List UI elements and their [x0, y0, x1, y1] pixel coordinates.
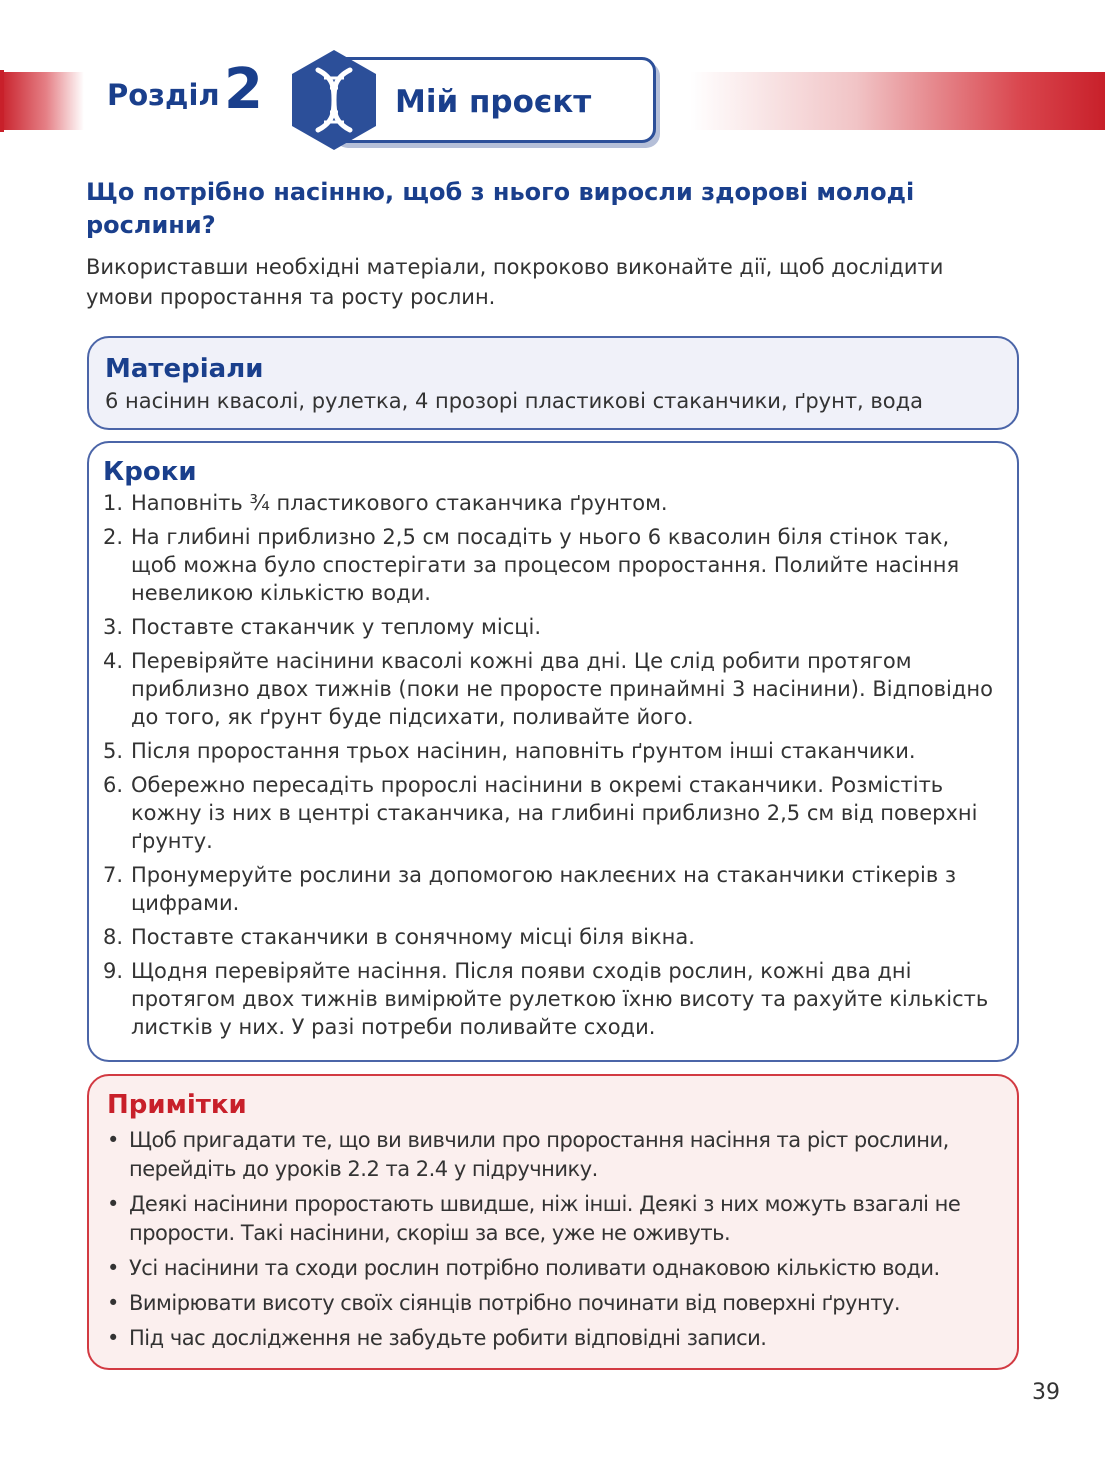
materials-heading: Матеріали [105, 354, 264, 384]
steps-heading: Кроки [103, 457, 197, 487]
intro-text: Використавши необхідні матеріали, покроково виконайте дії, щоб дослідити умови проростання та росту рослин. [86, 255, 944, 309]
header-band-tick [0, 70, 4, 132]
notes-list [107, 1126, 1001, 1353]
step-item [103, 771, 1001, 855]
note-item [107, 1289, 1001, 1318]
page-number: 39 [1032, 1380, 1060, 1405]
header-band-right [690, 72, 1105, 130]
steps-list [103, 489, 1001, 1041]
step-number: 6. [103, 773, 124, 797]
note-text: Деякі насінини проростають швидше, ніж інші. Деякі з них можуть взагалі не прорости. Такі насінини, скоріш за все, уже не оживуть. [129, 1192, 961, 1245]
note-text: Щоб пригадати те, що ви вивчили про проростання насіння та ріст рослини, перейдіть до уроків 2.2 та 2.4 у підручнику. [129, 1128, 949, 1181]
note-item [107, 1126, 1001, 1184]
bullet-icon: • [107, 1192, 119, 1216]
step-number: 2. [103, 525, 124, 549]
notes-heading: Примітки [107, 1090, 247, 1120]
step-text: Після проростання трьох насінин, наповніть ґрунтом інші стаканчики. [131, 739, 916, 763]
step-item [103, 923, 1001, 951]
bullet-icon: • [107, 1128, 119, 1152]
header-band-left [0, 72, 84, 130]
step-text: Поставте стаканчики в сонячному місці біля вікна. [131, 925, 695, 949]
step-number: 4. [103, 649, 124, 673]
bullet-icon: • [107, 1256, 119, 1280]
note-item [107, 1190, 1001, 1248]
step-item [103, 613, 1001, 641]
step-item [103, 489, 1001, 517]
materials-box [87, 336, 1019, 430]
note-item [107, 1324, 1001, 1353]
step-number: 1. [103, 491, 124, 515]
dna-icon [288, 48, 380, 152]
bullet-icon: • [107, 1326, 119, 1350]
step-number: 9. [103, 959, 124, 983]
notes-box [87, 1074, 1019, 1370]
question-heading: Що потрібно насінню, щоб з нього виросли здорові молоді рослини? [86, 178, 915, 239]
step-item [103, 523, 1001, 607]
step-item [103, 861, 1001, 917]
step-text: На глибині приблизно 2,5 см посадіть у нього 6 квасолин біля стінок так, щоб можна було спостерігати за процесом проростання. Полийте насіння невеликою кількістю води. [131, 525, 960, 605]
note-text: Вимірювати висоту своїх сіянців потрібно починати від поверхні ґрунту. [129, 1291, 901, 1315]
section-number: 2 [224, 57, 263, 122]
project-title: Мій проєкт [395, 84, 592, 120]
step-item [103, 737, 1001, 765]
materials-text: 6 насінин квасолі, рулетка, 4 прозорі пластикові стаканчики, ґрунт, вода [105, 389, 924, 413]
step-item [103, 957, 1001, 1041]
step-text: Перевіряйте насінини квасолі кожні два дні. Це слід робити протягом приблизно двох тижнів (поки не проросте принаймні 3 насінини). Відповідно до того, як ґрунт буде підсихати, поливайте його. [131, 649, 993, 729]
step-text: Пронумеруйте рослини за допомогою наклеєних на стаканчики стікерів з цифрами. [131, 863, 957, 915]
steps-box [87, 441, 1019, 1062]
note-text: Усі насінини та сходи рослин потрібно поливати однаковою кількістю води. [129, 1256, 940, 1280]
bullet-icon: • [107, 1291, 119, 1315]
step-number: 5. [103, 739, 124, 763]
step-text: Поставте стаканчик у теплому місці. [131, 615, 542, 639]
step-number: 7. [103, 863, 124, 887]
note-text: Під час дослідження не забудьте робити відповідні записи. [129, 1326, 767, 1350]
step-text: Наповніть ¾ пластикового стаканчика ґрунтом. [131, 491, 668, 515]
step-text: Обережно пересадіть пророслі насінини в окремі стаканчики. Розмістіть кожну із них в центрі стаканчика, на глибині приблизно 2,5 см від поверхні ґрунту. [131, 773, 978, 853]
step-number: 8. [103, 925, 124, 949]
note-item [107, 1254, 1001, 1283]
section-label: Розділ [107, 78, 220, 112]
step-item [103, 647, 1001, 731]
step-text: Щодня перевіряйте насіння. Після появи сходів рослин, кожні два дні протягом двох тижнів вимірюйте рулеткою їхню висоту та рахуйте кількість листків у них. У разі потреби поливайте сходи. [131, 959, 989, 1039]
step-number: 3. [103, 615, 124, 639]
